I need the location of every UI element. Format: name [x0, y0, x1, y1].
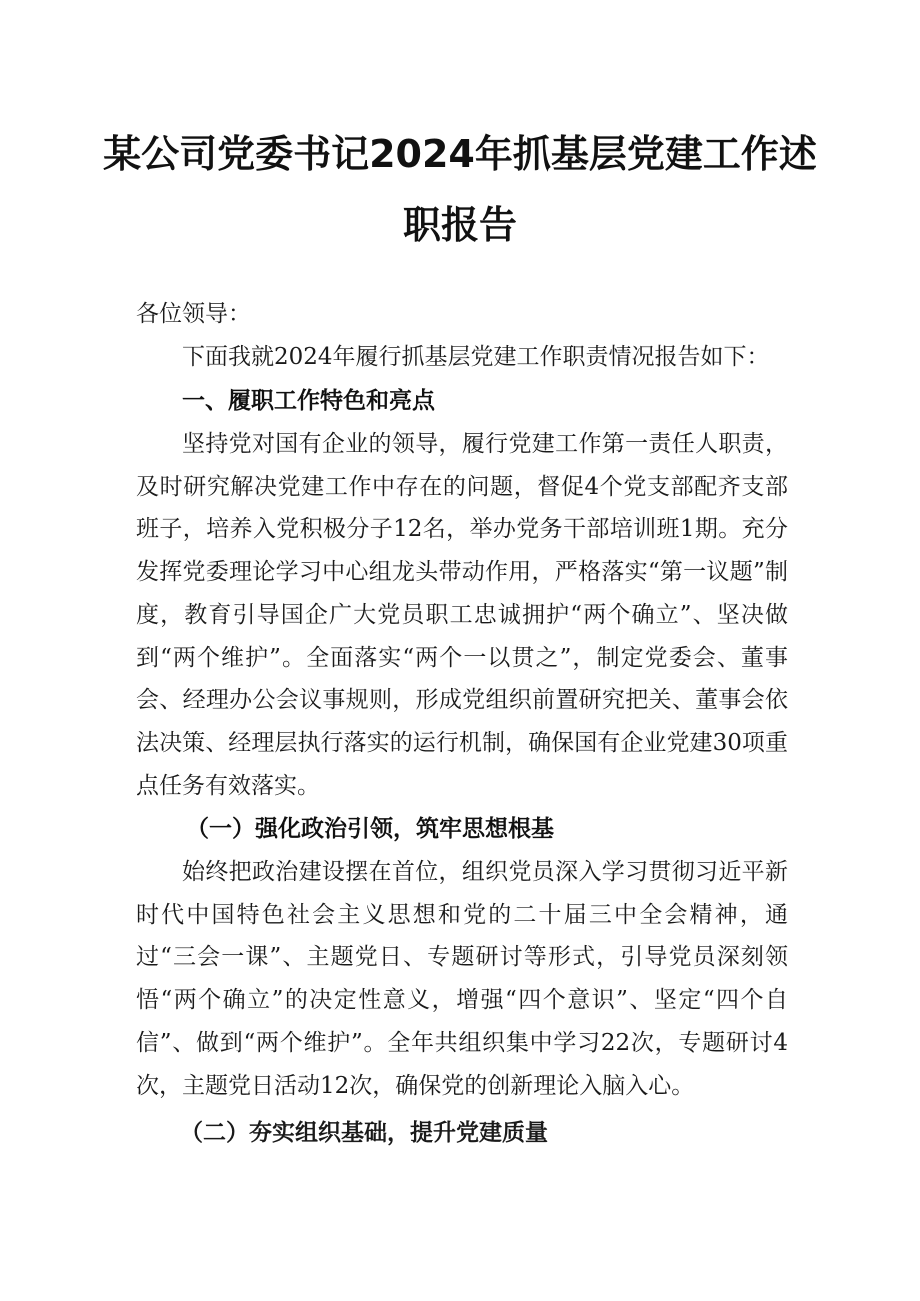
salutation: 各位领导： — [136, 301, 251, 327]
section-1-paragraph: 坚持党对国有企业的领导，履行党建工作第一责任人职责，及时研究解决党建工作中存在的问题，督促4个党支部配齐支部班子，培养入党积极分子12名，举办党务干部培训班1期。充分发挥党委理论学习中心组龙头带动作用，严格落实“第一议题”制度，教育引导国企广大党员职工忠诚拥护“两个确立”、坚决做到“两个维护”。全面落实“两个一以贯之”，制定党委会、董事会、经理办公会议事规则，形成党组织前置研究把关、董事会依法决策、经理层执行落实的运行机制，确保国有企业党建30项重点任务有效落实。 — [136, 431, 788, 799]
section-1-heading: 一、履职工作特色和亮点 — [182, 388, 435, 414]
document-title-line-1: 某公司党委书记2024年抓基层党建工作述 — [103, 132, 817, 176]
subsection-1-heading: （一）强化政治引领，筑牢思想根基 — [186, 816, 554, 842]
document-title-line-2: 职报告 — [402, 203, 517, 247]
subsection-1-paragraph: 始终把政治建设摆在首位，组织党员深入学习贯彻习近平新时代中国特色社会主义思想和党的二十届三中全会精神，通过“三会一课”、主题党日、专题研讨等形式，引导党员深刻领悟“两个确立”的决定性意义，增强“四个意识”、坚定“四个自信”、做到“两个维护”。全年共组织集中学习22次，专题研讨4次，主题党日活动12次，确保党的创新理论入脑入心。 — [136, 859, 788, 1099]
intro-paragraph: 下面我就2024年履行抓基层党建工作职责情况报告如下： — [182, 344, 770, 370]
subsection-2-heading: （二）夯实组织基础，提升党建质量 — [180, 1119, 548, 1146]
